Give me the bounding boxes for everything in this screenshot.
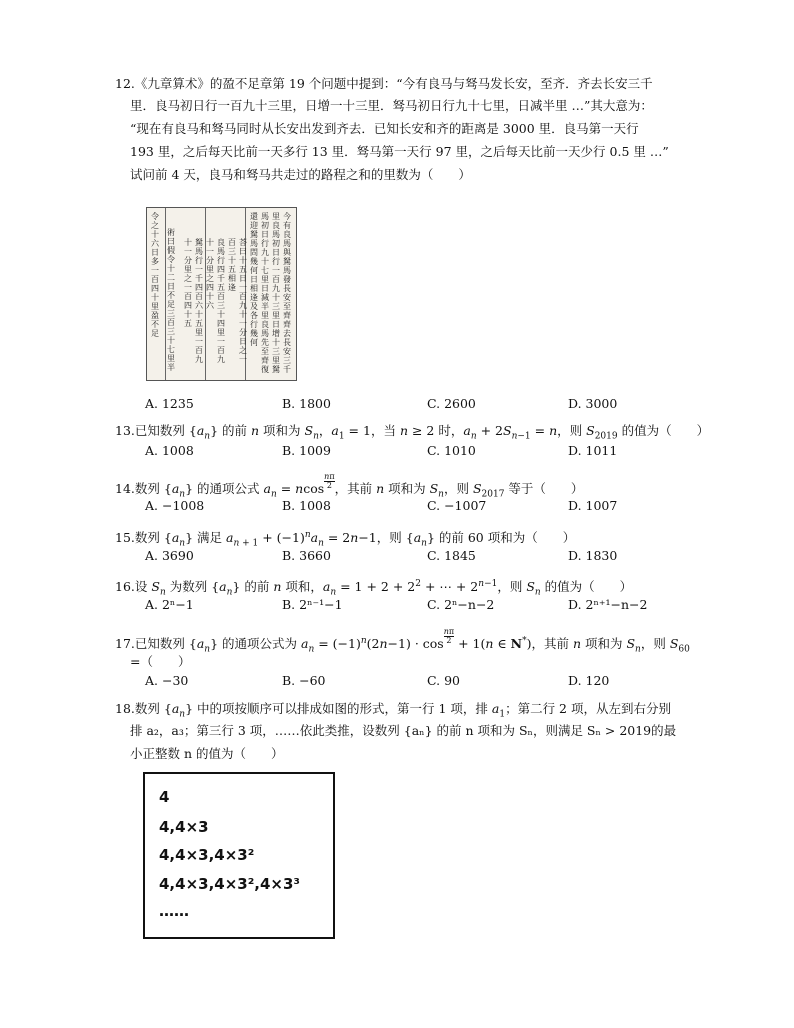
- q18-stem-line-3: 小正整数 n 的值为（ ）: [130, 746, 284, 761]
- q16-option-d[interactable]: D. 2ⁿ⁺¹−n−2: [568, 597, 648, 612]
- q13-options: [145, 443, 725, 465]
- q15-option-d[interactable]: D. 1830: [568, 548, 618, 563]
- q12-line-2: 里．良马初日行一百九十三里，日增一十三里．驽马初日行九十七里，日减半里 …”其大意为：: [130, 98, 653, 113]
- q17-option-d[interactable]: D. 120: [568, 673, 610, 688]
- q12-option-b[interactable]: B. 1800: [282, 396, 331, 411]
- q14-options: [145, 498, 725, 520]
- q17-stem-line-2: =（ ）: [130, 654, 191, 669]
- triangle-row-1: 4: [159, 788, 170, 806]
- q17-option-a[interactable]: A. −30: [145, 673, 189, 688]
- q12-line-5: 试问前 4 天，良马和驽马共走过的路程之和的里数为（ ）: [130, 167, 471, 182]
- triangle-row-3: 4,4×3,4×3²: [159, 846, 255, 864]
- q18-stem-line-1: 18.数列 $\{a_n\}$ 中的项按顺序可以排成如图的形式，第一行 1 项，排 $a_1$；第二行 2 项，从左到右分别: [115, 701, 671, 720]
- triangle-row-2: 4,4×3: [159, 818, 209, 836]
- q15-option-a[interactable]: A. 3690: [145, 548, 194, 563]
- q16-option-a[interactable]: A. 2ⁿ−1: [145, 597, 194, 612]
- q12-line-4: 193 里，之后每天比前一天多行 13 里．驽马第一天行 97 里，之后每天比前一天少行 0.5 里 …”: [130, 144, 669, 159]
- q12-line-1: 12.《九章算术》的盈不足章第 19 个问题中提到：“今有良马与驽马发长安，至齐．齐去长安三千: [115, 76, 653, 91]
- q17-stem-line-1: 17.已知数列 $\{a_n\}$ 的通项公式为 $a_n = (-1)^n(2n-1) \cdot \cos$ $\frac{n\pi}{2}$ + 1(n ∈ N*)，其前 n 项和为 $S_n$，则 $S_{60}$: [115, 627, 690, 655]
- q17-option-b[interactable]: B. −60: [282, 673, 326, 688]
- number-triangle-figure: [143, 772, 335, 939]
- q16-stem: 16.设 $S_n$ 为数列 $\{a_n\}$ 的前 n 项和，$a_n = 1 + 2 + 2^2$ + ⋯ + $2^{n-1}$，则 $S_n$ 的值为（ ）: [115, 579, 633, 598]
- q12-option-a[interactable]: A. 1235: [145, 396, 194, 411]
- q12-option-d[interactable]: D. 3000: [568, 396, 618, 411]
- q14-option-d[interactable]: D. 1007: [568, 498, 618, 513]
- q12-number: 12.: [115, 76, 135, 91]
- q12-line-3: “现在有良马和驽马同时从长安出发到齐去．已知长安和齐的距离是 3000 里．良马第一天行: [130, 121, 639, 136]
- q15-options: [145, 548, 725, 570]
- q18-stem-line-2: 排 a₂，a₃；第三行 3 项，……依此类推，设数列 {aₙ} 的前 n 项和为 Sₙ，则满足 Sₙ > 2019的最: [130, 723, 677, 738]
- q16-option-b[interactable]: B. 2ⁿ⁻¹−1: [282, 597, 343, 612]
- q14-option-a[interactable]: A. −1008: [145, 498, 205, 513]
- ancient-book-image: 今有良馬與駑馬發長安至齊齊去長安三千 里良馬初日行一百九十三里日增十三里駑 馬初日行九十七里日減半里良馬先至齊復 還迎駑馬問幾何日相逢及各行幾何 荅曰十五日一百九十一分日之一 百三十五相逢 良馬行四千五百三十四里一百九 十一分里之四十六 駑馬行一千四百六十五里一百九 十一分里之一百四十五 術曰假令十二日不足三百三十七里半 令之十六日多一百四十里盈不足: [146, 207, 297, 381]
- q17-option-c[interactable]: C. 90: [427, 673, 460, 688]
- q13-option-d[interactable]: D. 1011: [568, 443, 618, 458]
- q13-option-a[interactable]: A. 1008: [145, 443, 194, 458]
- q12-options: [145, 396, 725, 418]
- q13-option-b[interactable]: B. 1009: [282, 443, 331, 458]
- q13-option-c[interactable]: C. 1010: [427, 443, 476, 458]
- q15-option-c[interactable]: C. 1845: [427, 548, 476, 563]
- q14-option-c[interactable]: C. −1007: [427, 498, 487, 513]
- triangle-row-4: 4,4×3,4×3²,4×3³: [159, 875, 300, 893]
- q16-option-c[interactable]: C. 2ⁿ−n−2: [427, 597, 495, 612]
- triangle-row-5: ……: [159, 902, 189, 920]
- q15-option-b[interactable]: B. 3660: [282, 548, 331, 563]
- q12-option-c[interactable]: C. 2600: [427, 396, 476, 411]
- q15-stem: 15.数列 $\{a_n\}$ 满足 $a_{n + 1} + (-1)^na_n = 2n-1$，则 $\{a_n\}$ 的前 60 项和为（ ）: [115, 530, 576, 549]
- q14-option-b[interactable]: B. 1008: [282, 498, 331, 513]
- q13-stem: 13.已知数列 $\{a_n\}$ 的前 n 项和为 $S_n$，$a_1 = 1$，当 n ≥ 2 时，$a_n + 2S_{n-1} = n$，则 $S_{2019}$ 的值为（ ）: [115, 423, 710, 442]
- q17-options: [145, 673, 725, 695]
- q16-options: [145, 597, 725, 619]
- q14-stem: 14.数列 $\{a_n\}$ 的通项公式 $a_n = ncos$ $\frac{n\pi}{2}$ ，其前 n 项和为 $S_n$，则 $S_{2017}$ 等于（ ）: [115, 472, 584, 500]
